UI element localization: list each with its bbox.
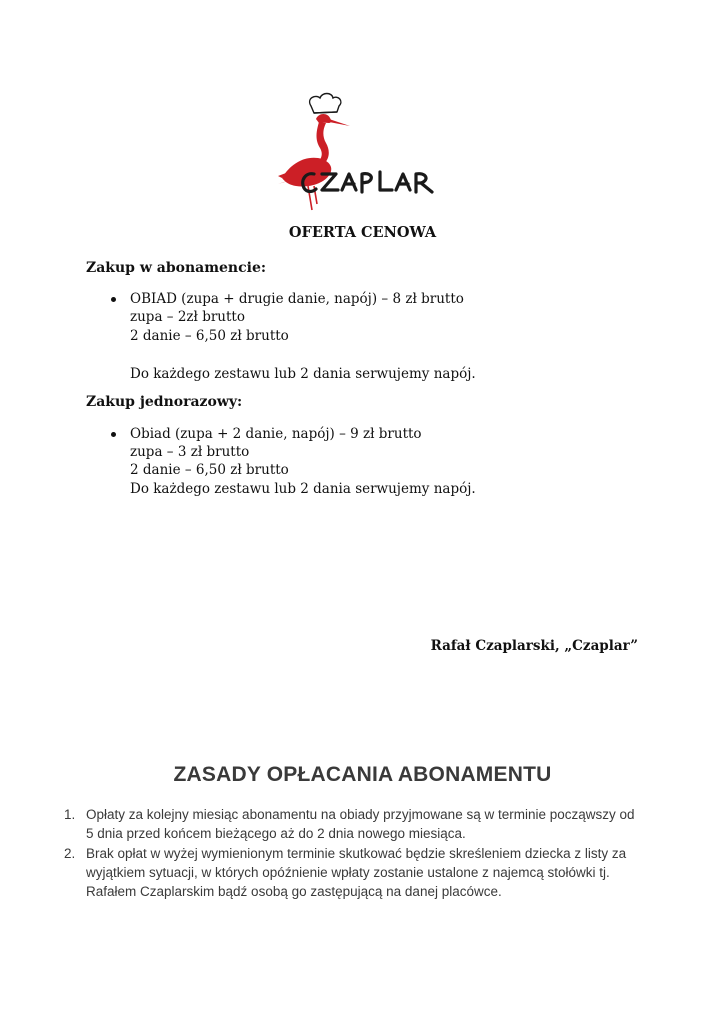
one-time-line: Obiad (zupa + 2 danie, napój) – 9 zł brutto [130,426,422,442]
one-time-line: 2 danie – 6,50 zł brutto [130,462,289,478]
chef-hat-icon [310,94,341,114]
logo-wordmark [303,172,432,192]
one-time-line: Do każdego zestawu lub 2 dania serwujemy napój. [130,481,476,497]
bullet-icon [111,432,116,437]
czaplar-logo [278,92,454,214]
rule-line: Brak opłat w wyżej wymienionym terminie skutkować będzie skreśleniem dziecka z listy za [86,846,627,861]
subscription-heading: Zakup w abonamencie: [86,260,267,276]
rule-line: Rafałem Czaplarskim bądź osobą go zastępującą na danej placówce. [86,884,502,899]
rule-number: 2. [64,846,76,861]
rule-number: 1. [64,807,76,822]
one-time-line: zupa – 3 zł brutto [130,444,250,460]
signature: Rafał Czaplarski, „Czaplar” [430,638,638,654]
rule-line: wyjątkiem sytuacji, w których opóźnienie wpłaty zostanie ustalone z najemcą stołówki tj. [86,865,610,880]
page-title: OFERTA CENOWA [288,224,437,241]
rules-title: ZASADY OPŁACANIA ABONAMENTU [173,763,552,786]
subscription-line: Do każdego zestawu lub 2 dania serwujemy napój. [130,366,476,382]
one-time-heading: Zakup jednorazowy: [86,394,243,410]
bullet-icon [111,297,116,302]
subscription-line: zupa – 2zł brutto [130,309,245,325]
rule-line: 5 dnia przed końcem bieżącego aż do 2 dnia nowego miesiąca. [86,826,466,841]
subscription-line: OBIAD (zupa + drugie danie, napój) – 8 zł brutto [130,291,464,307]
subscription-line: 2 danie – 6,50 zł brutto [130,328,289,344]
heron-icon [278,114,350,210]
rule-line: Opłaty za kolejny miesiąc abonamentu na obiady przyjmowane są w terminie począwszy od [86,807,635,822]
